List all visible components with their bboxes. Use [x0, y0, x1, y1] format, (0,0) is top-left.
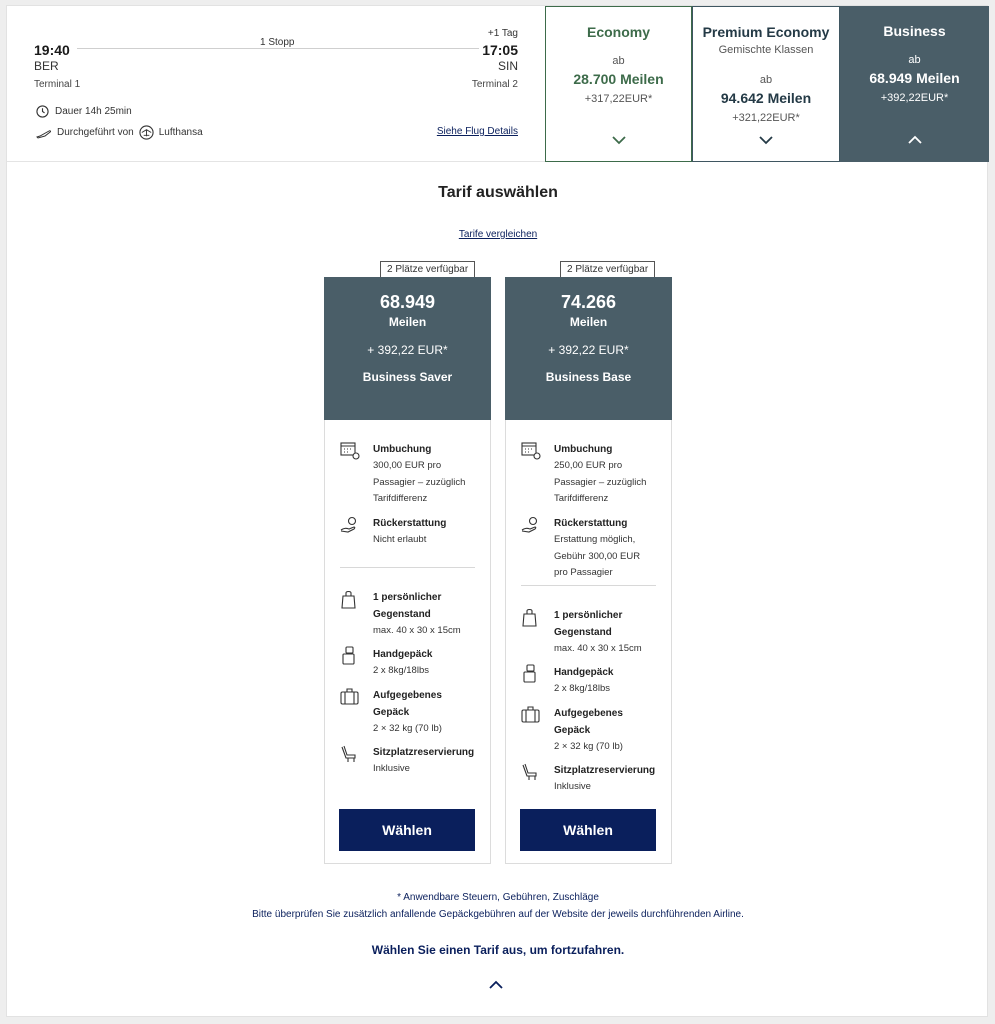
fare-name: Business Saver	[362, 370, 453, 384]
feature-title: Gepäck	[373, 707, 410, 718]
duration-label: Dauer 14h 25min	[55, 106, 132, 117]
divider	[340, 567, 475, 568]
feature-desc: 2 x 8kg/18lbs	[554, 683, 610, 694]
feature-title: Umbuchung	[554, 444, 613, 455]
suitcase-icon	[340, 687, 360, 707]
feature-desc: Inklusive	[373, 763, 410, 774]
arrival-time: 17:05	[482, 42, 518, 58]
feature-desc: max. 40 x 30 x 15cm	[373, 625, 461, 636]
clock-icon	[36, 105, 49, 118]
feature-title: Rückerstattung	[554, 518, 628, 529]
choose-fare-button[interactable]: Wählen	[339, 809, 475, 851]
compare-fares-link[interactable]: Tarife vergleichen	[458, 229, 538, 240]
cabin-from-label: ab	[908, 54, 921, 66]
hand-luggage-icon	[340, 646, 360, 666]
chevron-up-icon[interactable]	[489, 976, 503, 994]
feature-title: 1 persönlicher	[373, 592, 442, 603]
flight-summary	[7, 6, 989, 162]
continue-hint: Wählen Sie einen Tarif aus, um fortzufahren.	[371, 943, 625, 957]
feature-seat-reservation	[521, 762, 661, 798]
feature-seat-reservation	[340, 744, 480, 780]
arrival-terminal: Terminal 2	[471, 79, 518, 90]
cabin-from-label: ab	[612, 55, 625, 67]
feature-desc: Passagier – zuzüglich	[373, 476, 466, 488]
operated-by	[36, 125, 203, 140]
feature-desc: Nicht erlaubt	[373, 534, 427, 545]
feature-desc: 2 × 32 kg (70 lb)	[554, 741, 623, 752]
cabin-name: Economy	[586, 24, 650, 40]
feature-desc: Erstattung möglich,	[554, 534, 636, 545]
feature-title: Handgepäck	[373, 649, 433, 660]
fare-miles-label: Meilen	[388, 315, 427, 329]
feature-desc: Gebühr 300,00 EUR	[554, 550, 641, 562]
fare-eur: + 392,22 EUR*	[548, 343, 629, 357]
departure-airport: BER	[34, 59, 59, 73]
fare-card-business-saver	[324, 277, 491, 864]
cabin-business[interactable]	[840, 6, 989, 162]
fare-card-header	[324, 277, 491, 420]
arrival-airport: SIN	[497, 59, 518, 73]
feature-rebooking	[521, 441, 661, 511]
chevron-up-icon	[840, 135, 989, 144]
feature-title: Aufgegebenes	[554, 708, 623, 719]
refund-hand-icon	[521, 515, 541, 535]
plane-icon	[36, 127, 52, 139]
cabin-eur: +321,22EUR*	[732, 112, 800, 124]
feature-desc: Passagier – zuzüglich	[554, 476, 647, 488]
calendar-change-icon	[521, 441, 541, 461]
feature-desc: max. 40 x 30 x 15cm	[554, 643, 642, 654]
feature-title: Gepäck	[554, 725, 591, 736]
fare-miles-label: Meilen	[569, 315, 608, 329]
feature-refund	[521, 515, 661, 585]
footnote-baggage: Bitte überprüfen Sie zusätzlich anfallende Gepäckgebühren auf der Website der jeweils durchführenden Airline.	[252, 909, 744, 920]
choose-fare-button[interactable]: Wählen	[520, 809, 656, 851]
feature-title: Aufgegebenes	[373, 690, 442, 701]
chevron-down-icon	[693, 136, 839, 145]
cabin-premium-economy[interactable]	[692, 6, 840, 162]
feature-desc: Tarifdifferenz	[554, 493, 609, 504]
feature-rebooking	[340, 441, 480, 511]
fare-name: Business Base	[545, 370, 632, 384]
cabin-name: Premium Economy	[702, 24, 830, 40]
feature-title: Umbuchung	[373, 444, 432, 455]
feature-personal-item	[340, 589, 480, 639]
feature-hand-luggage	[521, 664, 661, 700]
bag-icon	[521, 607, 541, 627]
divider	[521, 585, 656, 586]
suitcase-icon	[521, 705, 541, 725]
departure-time: 19:40	[34, 42, 70, 58]
feature-desc: Tarifdifferenz	[373, 493, 428, 504]
duration	[36, 105, 132, 118]
feature-title: Gegenstand	[373, 609, 431, 620]
seat-icon	[340, 744, 360, 764]
feature-title: 1 persönlicher	[554, 610, 623, 621]
cabin-miles: 94.642 Meilen	[720, 90, 812, 106]
feature-title: Handgepäck	[554, 667, 614, 678]
feature-desc: Inklusive	[554, 781, 591, 792]
operator-name: Lufthansa	[158, 127, 203, 138]
seat-icon	[521, 762, 541, 782]
chevron-down-icon	[546, 136, 691, 145]
flight-details-link[interactable]: Siehe Flug Details	[436, 126, 518, 137]
feature-checked-baggage	[340, 687, 480, 737]
fare-eur: + 392,22 EUR*	[367, 343, 448, 357]
bag-icon	[340, 589, 360, 609]
hand-luggage-icon	[521, 664, 541, 684]
availability-badge: 2 Plätze verfügbar	[560, 261, 655, 278]
feature-personal-item	[521, 607, 661, 657]
route-line	[77, 48, 479, 49]
feature-title: Gegenstand	[554, 627, 612, 638]
feature-title: Rückerstattung	[373, 518, 447, 529]
feature-refund	[340, 515, 480, 555]
lufthansa-logo-icon	[139, 125, 154, 140]
cabin-subtitle: Gemischte Klassen	[718, 44, 814, 56]
cabin-eur: +392,22EUR*	[880, 92, 949, 104]
feature-desc: 250,00 EUR pro	[554, 460, 623, 471]
stops-label: 1 Stopp	[260, 37, 295, 48]
footnote-taxes: * Anwendbare Steuern, Gebühren, Zuschläge	[397, 892, 599, 903]
fare-card-business-base	[505, 277, 672, 864]
plus-day-label: +1 Tag	[487, 28, 518, 39]
cabin-economy[interactable]	[545, 6, 692, 162]
cabin-miles: 28.700 Meilen	[573, 71, 664, 87]
feature-desc: pro Passagier	[554, 567, 613, 578]
cabin-eur: +317,22EUR*	[584, 93, 653, 105]
feature-desc: 2 × 32 kg (70 lb)	[373, 723, 442, 734]
cabin-miles: 68.949 Meilen	[869, 70, 960, 86]
feature-title: Sitzplatzreservierung	[554, 765, 656, 776]
cabin-from-label: ab	[759, 74, 773, 86]
departure-terminal: Terminal 1	[34, 79, 81, 90]
feature-desc: 300,00 EUR pro	[373, 460, 442, 471]
operated-by-label: Durchgeführt von	[57, 127, 134, 138]
fare-miles: 74.266	[560, 292, 617, 312]
page	[6, 5, 988, 1017]
availability-badge: 2 Plätze verfügbar	[380, 261, 475, 278]
cabin-name: Business	[883, 23, 946, 39]
section-title: Tarif auswählen	[438, 184, 558, 201]
feature-title: Sitzplatzreservierung	[373, 747, 475, 758]
feature-desc: 2 x 8kg/18lbs	[373, 665, 429, 676]
feature-checked-baggage	[521, 705, 661, 755]
refund-hand-icon	[340, 515, 360, 535]
fare-card-header	[505, 277, 672, 420]
fare-miles: 68.949	[379, 292, 436, 312]
feature-hand-luggage	[340, 646, 480, 682]
calendar-change-icon	[340, 441, 360, 461]
